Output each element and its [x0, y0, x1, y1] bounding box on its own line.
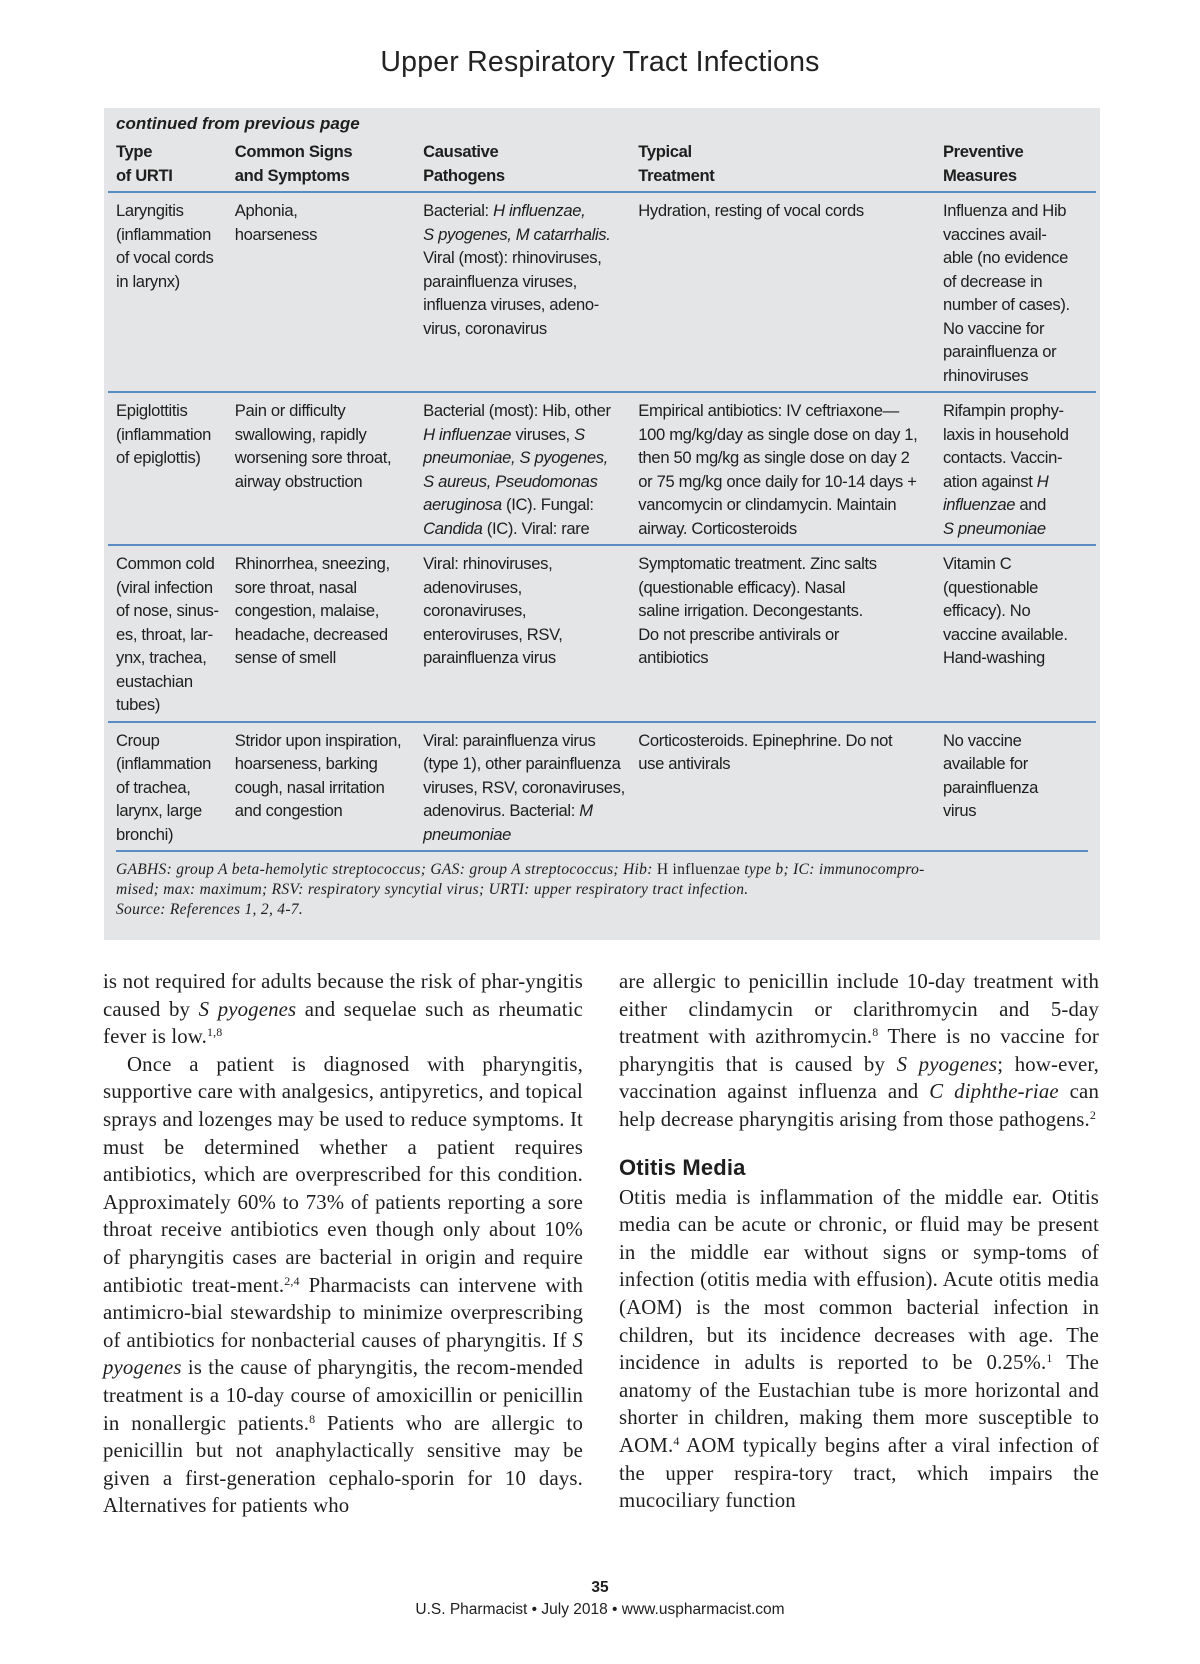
page-number: 35 [591, 1579, 609, 1596]
paragraph: are allergic to penicillin include 10-day treatment with either clindamycin or clarithromycin and 5-day treatment with azithromycin.$^8$ There is no vaccine for pharyngitis that is caused by S pyogenes; how-ever, vaccination against influenza and C diphthe-riae can help decrease pharyngitis arising from those pathogens.$^2$ [619, 970, 1099, 1131]
publication-footer: U.S. Pharmacist • July 2018 • www.uspharmacist.com [415, 1601, 785, 1618]
body-column-left [103, 968, 583, 1520]
cell-prevention: Vitamin C (questionable efficacy). No vaccine available. Hand-washing [935, 545, 1096, 722]
column-header-treatment: Typical Treatment [638, 142, 715, 185]
page-title: Upper Respiratory Tract Infections [380, 46, 820, 78]
urti-table [108, 140, 1096, 850]
column-header-pathogens: Causative Pathogens [423, 142, 505, 185]
table-source: Source: References 1, 2, 4-7. [116, 901, 304, 918]
cell-prevention: Rifampin prophy- laxis in household contacts. Vaccin- ation against H influenzae and S pneumoniae [935, 392, 1096, 545]
table-footnote: GABHS: group A beta-hemolytic streptococcus; GAS: group A streptococcus; Hib: H influenzae type b; IC: immunocompro- mised; max: maximum; RSV: respiratory syncytial virus; URTI: upper respiratory tract infection. Source: References 1, 2, 4-7. [116, 850, 1088, 920]
cell-treatment: Symptomatic treatment. Zinc salts (questionable efficacy). Nasal saline irrigation. Decongestants. Do not prescribe antivirals or antibiotics [630, 545, 935, 722]
cell-signs: Stridor upon inspiration, hoarseness, barking cough, nasal irritation and congestion [227, 722, 415, 851]
table-row-laryngitis [108, 192, 1096, 392]
cell-type: Laryngitis (inflammation of vocal cords in larynx) [108, 192, 227, 392]
cell-pathogens: Bacterial: H influenzae, S pyogenes, M catarrhalis. Viral (most): rhinoviruses, parainfluenza viruses, influenza viruses, adeno- virus, coronavirus [415, 192, 630, 392]
paragraph: Otitis media is inflammation of the middle ear. Otitis media can be acute or chronic, or fluid may be present in the middle ear without signs or symp-toms of infection (otitis media with effusion). Acute otitis media (AOM) is the most common bacterial infection in children, but its incidence decreases with age. The incidence in adults is reported to be 0.25%.$^1$ The anatomy of the Eustachian tube is more horizontal and shorter in children, making them more susceptible to AOM.$^4$ AOM typically begins after a viral infection of the upper respira-tory tract, which impairs the mucociliary function [619, 1185, 1099, 1513]
body-column-right [619, 968, 1099, 1515]
table-row-croup [108, 722, 1096, 851]
continued-label: continued from previous page [116, 114, 360, 133]
cell-treatment: Hydration, resting of vocal cords [630, 192, 935, 392]
paragraph: is not required for adults because the risk of phar-yngitis caused by S pyogenes and sequelae such as rheumatic fever is low.$^{1,8}$ [103, 970, 583, 1049]
cell-prevention: Influenza and Hib vaccines avail- able (no evidence of decrease in number of cases). No vaccine for parainfluenza or rhinoviruses [935, 192, 1096, 392]
table-row-epiglottitis [108, 392, 1096, 545]
section-heading-otitis-media: Otitis Media [619, 1154, 746, 1180]
cell-signs: Rhinorrhea, sneezing, sore throat, nasal congestion, malaise, headache, decreased sense of smell [227, 545, 415, 722]
cell-treatment: Empirical antibiotics: IV ceftriaxone— 100 mg/kg/day as single dose on day 1, then 50 mg/kg as single dose on day 2 or 75 mg/kg once daily for 10-14 days + vancomycin or clindamycin. Maintain airway. Corticosteroids [630, 392, 935, 545]
cell-treatment: Corticosteroids. Epinephrine. Do not use antivirals [630, 722, 935, 851]
paragraph: Once a patient is diagnosed with pharyngitis, supportive care with analgesics, antipyretics, and topical sprays and lozenges may be used to reduce symptoms. It must be determined whether a patient requires antibiotics, which are overprescribed for this condition. Approximately 60% to 73% of patients reporting a sore throat receive antibiotics even though only about 10% of pharyngitis cases are bacterial in origin and require antibiotic treat-ment.$^{2,4}$ Pharmacists can intervene with antimicro-bial stewardship to minimize overprescribing of antibiotics for nonbacterial causes of pharyngitis. If S pyogenes is the cause of pharyngitis, the recom-mended treatment is a 10-day course of amoxicillin or penicillin in nonallergic patients.$^8$ Patients who are allergic to penicillin but not anaphylactically sensitive may be given a first-generation cephalo-sporin for 10 days. Alternatives for patients who [103, 1052, 584, 1518]
cell-type: Common cold (viral infection of nose, sinus- es, throat, lar- ynx, trachea, eustachian tubes) [108, 545, 227, 722]
cell-type: Epiglottitis (inflammation of epiglottis) [108, 392, 227, 545]
cell-type: Croup (inflammation of trachea, larynx, large bronchi) [108, 722, 227, 851]
column-header-signs: Common Signs and Symptoms [234, 142, 353, 185]
table-row-common-cold [108, 545, 1096, 722]
urti-table-panel [104, 108, 1100, 940]
cell-pathogens: Viral: rhinoviruses, adenoviruses, coronaviruses, enteroviruses, RSV, parainfluenza virus [415, 545, 630, 722]
column-header-prevention: Preventive Measures [942, 142, 1024, 185]
cell-prevention: No vaccine available for parainfluenza virus [935, 722, 1096, 851]
table-header-row [108, 140, 1096, 192]
cell-pathogens: Viral: parainfluenza virus (type 1), other parainfluenza viruses, RSV, coronaviruses, adenovirus. Bacterial: M pneumoniae [415, 722, 630, 851]
cell-pathogens: Bacterial (most): Hib, other H influenzae viruses, S pneumoniae, S pyogenes, S aureus, Pseudomonas aeruginosa (IC). Fungal: Candida (IC). Viral: rare [415, 392, 630, 545]
cell-signs: Aphonia, hoarseness [227, 192, 415, 392]
column-header-type: Type of URTI [116, 142, 173, 185]
cell-signs: Pain or difficulty swallowing, rapidly worsening sore throat, airway obstruction [227, 392, 415, 545]
